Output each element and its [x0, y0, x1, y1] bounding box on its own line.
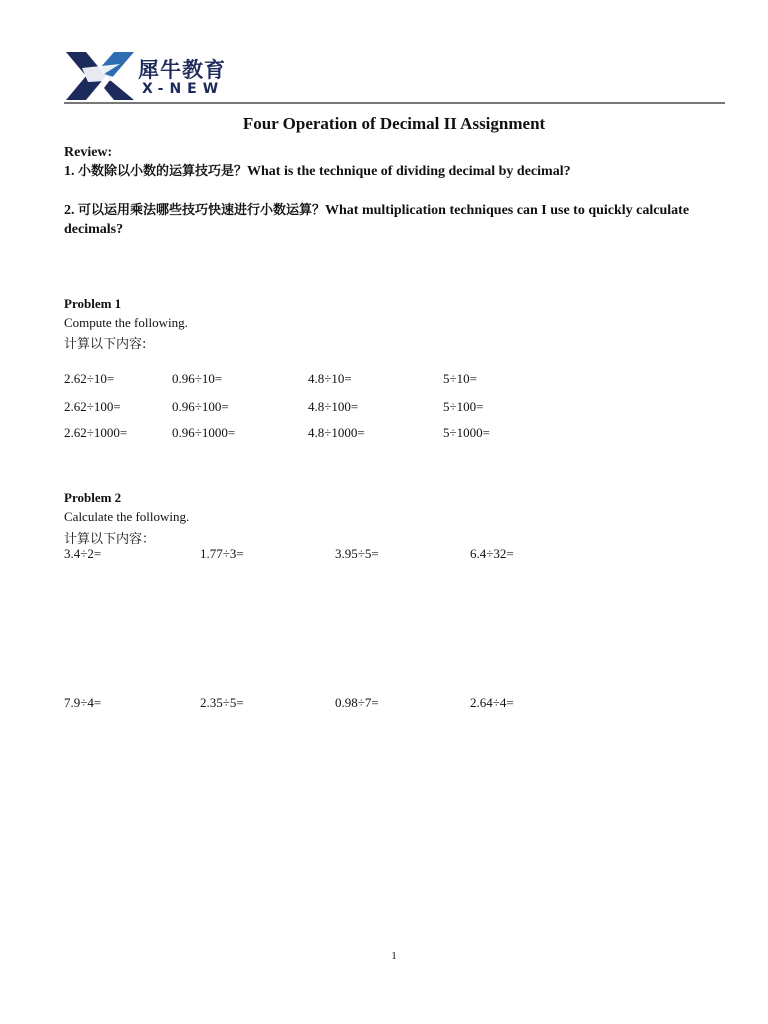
page-number: 1 [391, 950, 397, 962]
review-label: Review: [64, 145, 113, 160]
question-number: 1. [64, 164, 75, 179]
exercise: 3.95÷5= [335, 546, 379, 561]
problem-1-instruction-cn: 计算以下内容: [64, 337, 147, 352]
x-logo-icon [64, 50, 136, 102]
header-divider [64, 102, 725, 104]
exercise: 2.62÷100= [64, 399, 121, 414]
exercise: 2.64÷4= [470, 695, 514, 710]
problem-2-instruction-cn: 计算以下内容： [64, 532, 156, 547]
exercise: 5÷10= [443, 371, 477, 386]
review-question-2 [64, 201, 729, 239]
problem-2-instruction-en: Calculate the following. [64, 509, 190, 524]
exercise: 1.77÷3= [200, 546, 244, 561]
exercise: 4.8÷1000= [308, 425, 365, 440]
question-text-cn: 小数除以小数的运算技巧是？ [78, 164, 248, 179]
exercise: 0.96÷10= [172, 371, 223, 386]
exercise: 2.62÷10= [64, 371, 115, 386]
page-title: Four Operation of Decimal II Assignment [242, 114, 546, 133]
exercise: 5÷1000= [443, 425, 490, 440]
problem-1-instruction-en: Compute the following. [64, 315, 188, 330]
question-text-en: What is the technique of dividing decimal by decimal? [247, 164, 571, 179]
exercise: 4.8÷10= [308, 371, 352, 386]
exercise: 5÷100= [443, 399, 484, 414]
exercise: 2.35÷5= [200, 695, 244, 710]
exercise: 6.4÷32= [470, 546, 514, 561]
exercise: 0.96÷1000= [172, 425, 236, 440]
question-text-en: What multiplication techniques can I use to quickly calculate decimals? [64, 203, 690, 237]
exercise: 0.96÷100= [172, 399, 229, 414]
problem-2-label: Problem 2 [64, 490, 122, 505]
exercise: 2.62÷1000= [64, 425, 128, 440]
question-number: 2. [64, 203, 75, 218]
exercise: 4.8÷100= [308, 399, 359, 414]
brand-logo [64, 50, 244, 102]
brand-name-cn: 犀牛教育 [138, 58, 226, 82]
review-question-1 [64, 162, 729, 181]
exercise: 7.9÷4= [64, 695, 102, 710]
exercise: 0.98÷7= [335, 695, 379, 710]
brand-name-en: X-NEW [142, 81, 225, 97]
problem-1-label: Problem 1 [64, 296, 122, 311]
exercise: 3.4÷2= [64, 546, 102, 561]
question-text-cn: 可以运用乘法哪些技巧快速进行小数运算？ [78, 203, 326, 218]
